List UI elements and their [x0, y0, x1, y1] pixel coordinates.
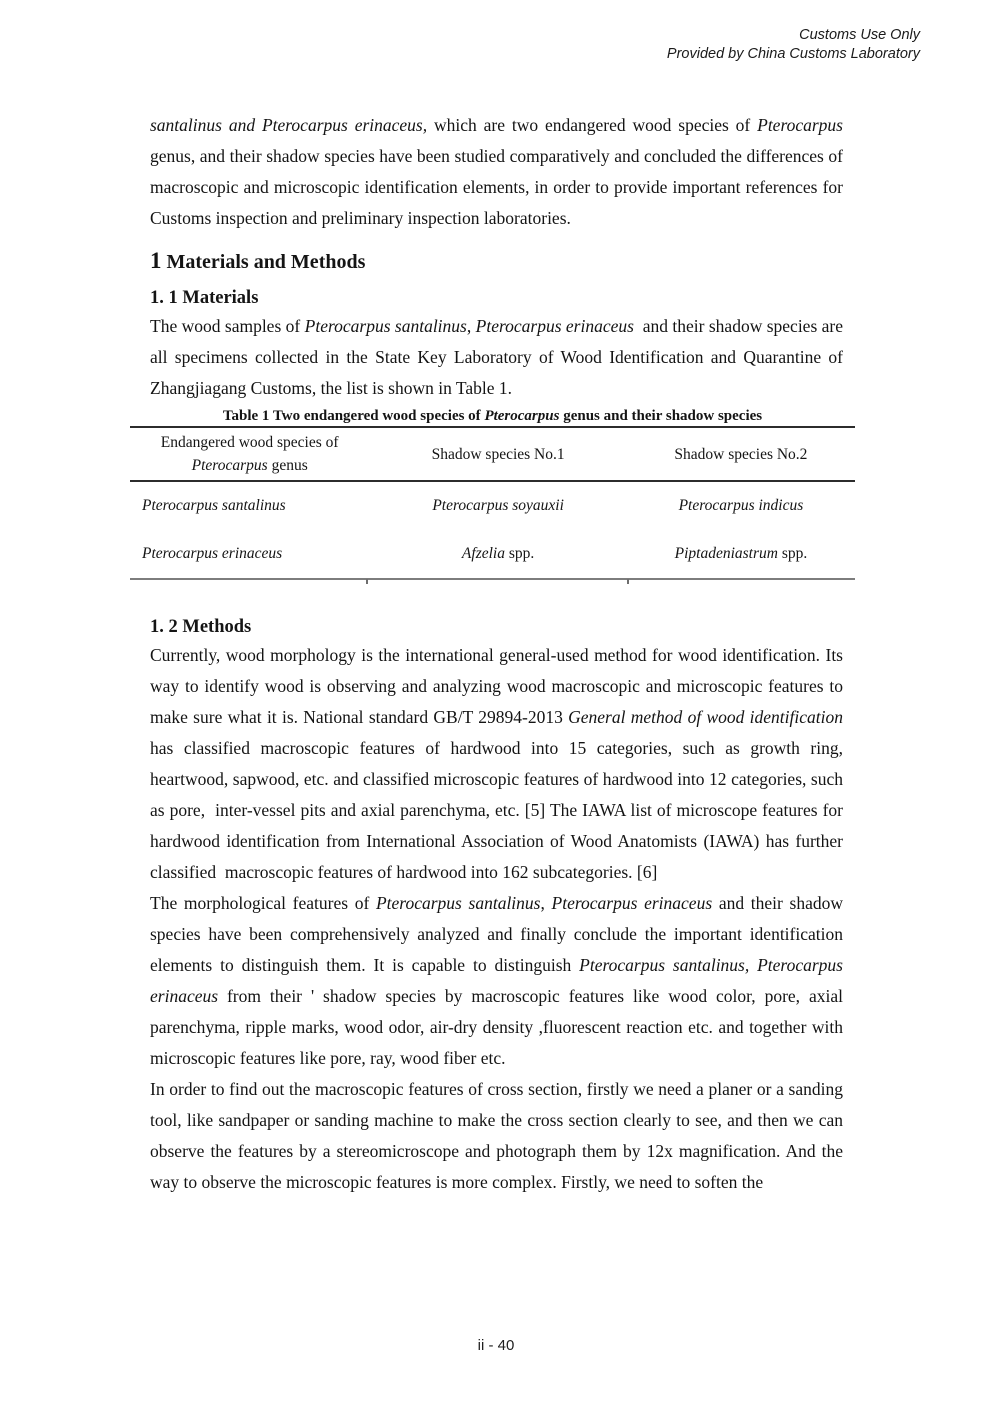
- header-note-line2: Provided by China Customs Laboratory: [666, 46, 920, 62]
- paragraph-methods-2: The morphological features of Pterocarpus santalinus, Pterocarpus erinaceus and their shadow species have been comprehensively analyzed and finally conclude the important identification elements to distinguish them. It is capable to distinguish Pterocarpus santalinus, Pterocarpus erinaceus from their ' shadow species by macroscopic features like wood color, pore, axial parenchyma, ripple marks, wood odor, air-dry density ,fluorescent reaction etc. and together with microscopic features like pore, ray, wood fiber etc.: [150, 893, 848, 1068]
- species-table-head: [130, 427, 855, 481]
- heading-materials-and-methods: 1 Materials and Methods: [150, 248, 366, 273]
- table-column-tick: [366, 579, 368, 584]
- species-table: [130, 426, 855, 580]
- header-cell-endangered-species: [130, 427, 369, 481]
- table-column-tick: [627, 579, 629, 584]
- page-body: [142, 110, 848, 1198]
- paragraph-methods-3: In order to find out the macroscopic features of cross section, firstly we need a planer or a sanding tool, like sandpaper or sanding machine to make the cross section clearly to see, and then we can observe the features by a stereomicroscope and photograph them by 12x magnification. And the way to observe the microscopic features is more complex. Firstly, we need to soften the: [150, 1079, 848, 1192]
- paragraph-materials: The wood samples of Pterocarpus santalinus, Pterocarpus erinaceus and their shadow species are all specimens collected in the State Key Laboratory of Wood Identification and Quarantine of Zhangjiagang Customs, the list is shown in Table 1.: [150, 316, 848, 398]
- header-cell-shadow-species-2: Shadow species No.2: [674, 445, 808, 463]
- table-row: [130, 481, 855, 530]
- paragraph-intro: santalinus and Pterocarpus erinaceus, which are two endangered wood species of Pterocarpus genus, and their shadow species have been studied comparatively and concluded the differences of macroscopic and microscopic identification elements, in order to provide important references for Customs inspection and preliminary inspection laboratories.: [150, 115, 848, 228]
- cell-species: Pterocarpus santalinus: [142, 497, 286, 514]
- species-table-body: [130, 481, 855, 579]
- table-caption: Table 1 Two endangered wood species of Pterocarpus genus and their shadow species: [222, 408, 763, 424]
- header-cell-line2: Pterocarpus genus: [191, 457, 308, 474]
- cell-species: Pterocarpus erinaceus: [142, 545, 283, 562]
- cell-shadow-1: Afzelia spp.: [461, 545, 535, 562]
- header-cell-shadow-species-1: Shadow species No.1: [431, 445, 565, 463]
- heading-methods: 1. 2 Methods: [150, 617, 252, 637]
- heading-materials: 1. 1 Materials: [150, 288, 259, 308]
- header-cell-line1: Endangered wood species of: [160, 434, 339, 451]
- table-row: [130, 530, 855, 579]
- header-note-line1: Customs Use Only: [799, 27, 920, 43]
- header-note: [667, 26, 920, 64]
- paragraph-methods-1: Currently, wood morphology is the international general-used method for wood identification. Its way to identify wood is observing and analyzing wood macroscopic and microscopic features to make sure what it is. National standard GB/T 29894-2013 General method of wood identification has classified macroscopic features of hardwood into 15 categories, such as growth ring, heartwood, sapwood, etc. and classified microscopic features of hardwood into 12 categories, such as pore, inter-vessel pits and axial parenchyma, etc. [5] The IAWA list of microscope features for hardwood identification from International Association of Wood Anatomists (IAWA) has further classified macroscopic features of hardwood into 162 subcategories. [6]: [150, 645, 848, 882]
- table-header-row: [130, 427, 855, 481]
- cell-shadow-2: Pterocarpus indicus: [678, 497, 804, 514]
- cell-shadow-2: Piptadeniastrum spp.: [674, 545, 808, 562]
- cell-shadow-1: Pterocarpus soyauxii: [432, 497, 564, 514]
- page-number: ii - 40: [477, 1337, 515, 1354]
- table-1: [130, 426, 855, 580]
